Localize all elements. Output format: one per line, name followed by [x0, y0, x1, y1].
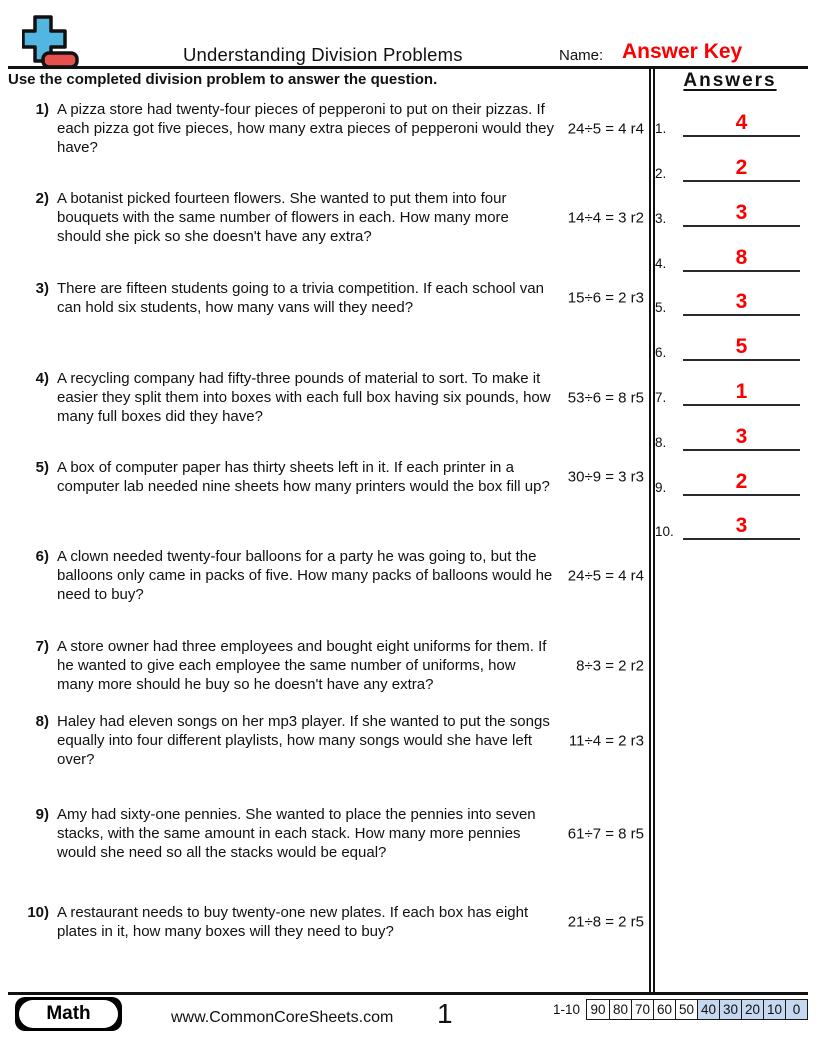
name-label: Name:	[559, 47, 604, 64]
question-text: A box of computer paper has thirty sheets left in it. If each printer in a computer lab needed nine sheets how many printers would the box fill up?	[57, 459, 550, 495]
answer-row-5	[652, 289, 812, 316]
answer-number: 10.	[655, 524, 674, 539]
answer-row-9	[652, 469, 812, 496]
answer-row-6	[652, 334, 812, 361]
answer-row-3	[652, 200, 812, 227]
question-equation: 24÷5 = 4 r4	[567, 120, 644, 137]
score-cell-10: 10	[763, 1000, 785, 1019]
question-number: 4)	[35, 370, 49, 387]
question-equation: 15÷6 = 2 r3	[567, 289, 644, 307]
answer-line	[683, 379, 800, 406]
question-equation: 14÷4 = 3 r2	[567, 209, 644, 226]
question-equation: 61÷7 = 8 r5	[567, 825, 644, 842]
score-cell-80: 80	[609, 1000, 631, 1019]
answers-title: Answers	[683, 70, 777, 91]
question-text: A clown needed twenty-four balloons for a party he was going to, but the balloons only came in packs of five. How many packs of balloons would he need to buy?	[57, 548, 553, 603]
answer-line	[683, 110, 800, 137]
answer-line	[683, 334, 800, 361]
answers-panel	[652, 0, 812, 1056]
question-text: Amy had sixty-one pennies. She wanted to place the pennies into seven stacks, with the same amount in each stack. How many more pennies would she need so all the stacks would be equal?	[57, 806, 536, 861]
answer-row-4	[652, 245, 812, 272]
question-text: A restaurant needs to buy twenty-one new plates. If each box has eight plates in it, how many boxes will they need to buy?	[57, 904, 529, 940]
score-cell-60: 60	[653, 1000, 675, 1019]
question-number: 6)	[35, 548, 49, 565]
answer-number: 3.	[655, 211, 667, 226]
answer-line	[683, 200, 800, 227]
question-row-1	[8, 100, 645, 157]
question-row-3	[8, 279, 645, 317]
score-range-label: 1-10	[552, 1002, 580, 1017]
score-cell-0: 0	[785, 1000, 807, 1019]
question-row-8	[8, 712, 645, 769]
score-cell-90: 90	[587, 1000, 609, 1019]
question-equation: 11÷4 = 2 r3	[568, 732, 644, 749]
name-value-answer-key: Answer Key	[622, 40, 743, 63]
answer-number: 8.	[655, 435, 667, 450]
answer-line	[683, 469, 800, 496]
score-cell-40: 40	[697, 1000, 719, 1019]
question-text: A pizza store had twenty-four pieces of pepperoni to put on their pizzas. If each pizza got five pieces, how many extra pieces of pepperoni would they have?	[57, 101, 554, 156]
answer-value: 3	[735, 514, 748, 537]
question-equation: 21÷8 = 2 r5	[567, 913, 644, 931]
answer-number: 2.	[655, 166, 667, 181]
question-row-2	[8, 189, 645, 246]
answer-number: 1.	[655, 121, 667, 136]
question-equation: 30÷9 = 3 r3	[567, 468, 644, 486]
question-number: 9)	[35, 806, 49, 823]
answer-number: 6.	[655, 345, 667, 360]
question-text: A botanist picked fourteen flowers. She wanted to put them into four bouquets with the same number of flowers in each. How many more should she pick so she doesn't have any extra?	[57, 190, 509, 245]
score-cells	[586, 999, 808, 1020]
answer-line	[683, 424, 800, 451]
answer-number: 9.	[655, 480, 667, 495]
answer-value: 1	[735, 380, 748, 403]
score-cell-50: 50	[675, 1000, 697, 1019]
question-number: 1)	[35, 101, 49, 118]
answer-row-7	[652, 379, 812, 406]
answers-divider-line	[649, 69, 651, 993]
question-number: 3)	[35, 280, 49, 297]
page-number: 1	[437, 998, 453, 1029]
score-cell-30: 30	[719, 1000, 741, 1019]
answer-line	[683, 289, 800, 316]
answer-value: 5	[735, 335, 748, 358]
answer-row-1	[652, 110, 812, 137]
question-row-10	[8, 903, 645, 941]
question-text: A store owner had three employees and bought eight uniforms for them. If he wanted to give each employee the same number of uniforms, how many more should he buy so he doesn't have any extra?	[57, 638, 547, 693]
answer-value: 4	[735, 111, 748, 134]
score-cell-20: 20	[741, 1000, 763, 1019]
answer-line	[683, 513, 800, 540]
question-text: There are fifteen students going to a trivia competition. If each school van can hold six students, how many vans will they need?	[57, 280, 544, 316]
answer-row-2	[652, 155, 812, 182]
question-equation: 53÷6 = 8 r5	[567, 389, 644, 406]
question-number: 8)	[35, 713, 49, 730]
questions-list	[8, 0, 645, 1056]
answer-line	[683, 245, 800, 272]
footer-divider	[8, 992, 808, 995]
question-row-9	[8, 805, 645, 862]
answer-number: 7.	[655, 390, 667, 405]
question-text: A recycling company had fifty-three pounds of material to sort. To make it easier they split them into boxes with each full box having six pounds, how many full boxes did they have?	[57, 370, 551, 425]
instruction-text: Use the completed division problem to answer the question.	[8, 71, 438, 88]
question-equation: 8÷3 = 2 r2	[576, 657, 644, 674]
page-title: Understanding Division Problems	[183, 44, 463, 65]
question-number: 7)	[35, 638, 49, 655]
answer-number: 4.	[655, 256, 667, 271]
answer-row-8	[652, 424, 812, 451]
answer-value: 3	[735, 201, 748, 224]
answer-value: 8	[735, 246, 748, 269]
question-equation: 24÷5 = 4 r4	[567, 567, 644, 584]
score-cell-70: 70	[631, 1000, 653, 1019]
question-row-4	[8, 369, 645, 426]
answer-row-10	[652, 513, 812, 540]
answer-value: 2	[735, 156, 748, 179]
answer-value: 2	[735, 470, 748, 493]
question-row-6	[8, 547, 645, 604]
answer-value: 3	[735, 290, 748, 313]
subject-badge-label: Math	[19, 1000, 118, 1028]
answer-line	[683, 155, 800, 182]
question-number: 10)	[27, 904, 49, 921]
question-number: 2)	[35, 190, 49, 207]
score-bar	[553, 999, 808, 1020]
question-row-7	[8, 637, 645, 694]
question-number: 5)	[35, 459, 49, 476]
answer-number: 5.	[655, 300, 667, 315]
website-url: www.CommonCoreSheets.com	[171, 1009, 394, 1026]
answer-value: 3	[735, 425, 748, 448]
question-row-5	[8, 458, 645, 496]
question-text: Haley had eleven songs on her mp3 player. If she wanted to put the songs equally into four different playlists, how many songs would she have left over?	[57, 713, 550, 768]
subject-badge	[15, 997, 122, 1031]
